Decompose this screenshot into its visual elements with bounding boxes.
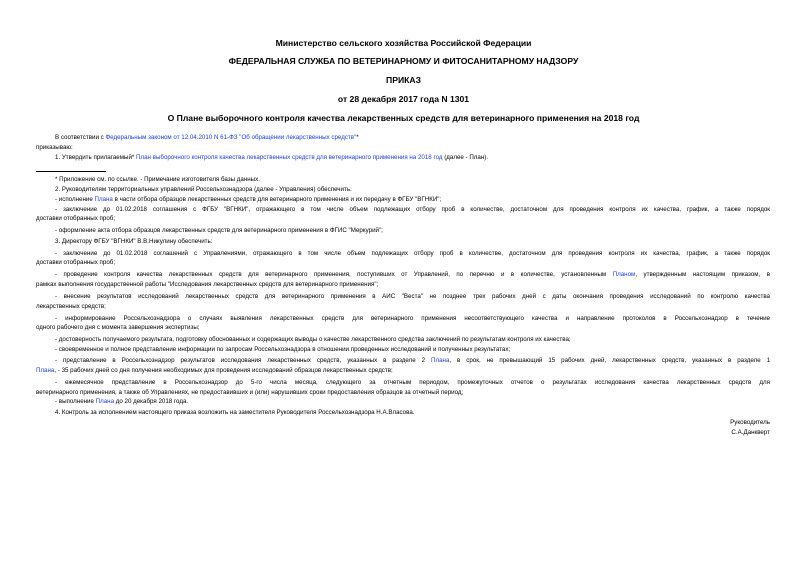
item-3-bullet-9 bbox=[55, 397, 770, 406]
item-2-bullet-3: - оформление акта отбора образцов лекарственных средств для ветеринарного применения в ФГИС "Меркурий"; bbox=[55, 227, 383, 234]
preamble-text: В соответствии с bbox=[55, 134, 106, 141]
item-3-bullet-2-line-1 bbox=[55, 270, 770, 279]
service-heading: ФЕДЕРАЛЬНАЯ СЛУЖБА ПО ВЕТЕРИНАРНОМУ И ФИТОСАНИТАРНОМУ НАДЗОРУ bbox=[228, 56, 579, 66]
plan-link[interactable]: План выборочного контроля качества лекарственных средств для ветеринарного применения на 2018 год bbox=[136, 154, 443, 161]
plan-link[interactable]: Плана bbox=[94, 196, 113, 203]
item-3-bullet-7-line-2 bbox=[36, 366, 770, 375]
plan-link[interactable]: Плана bbox=[36, 367, 55, 374]
federal-law-link[interactable]: Федеральным законом от 12.04.2010 N 61-ФЗ "Об обращении лекарственных средств" bbox=[105, 134, 357, 141]
item-3-bullet-3-line-1: - внесение результатов исследований лекарственных средств для ветеринарного применения в АИС "Веста" не позднее трех рабочих дней с даты окончания проведения исследований по контролю качества bbox=[55, 293, 770, 300]
item-3-bullet-8-line-2: ветеринарного применения, а также об Управлениях, не предоставивших и (или) нарушивших сроки предоставления образцов за отчетный период; bbox=[36, 389, 464, 396]
footnote: * Приложение см. по ссылке. - Примечание изготовителя базы данных. bbox=[55, 176, 260, 183]
bullet-text: , - 35 рабочих дней со дня получения необходимых для проведения исследований образцов лекарственных средств; bbox=[54, 367, 393, 374]
bullet-text: , в срок, не превышающий 15 рабочих дней, лекарственных средств, указанных в разделе 1 bbox=[449, 357, 771, 364]
preamble-line bbox=[55, 133, 770, 142]
doc-type-heading: ПРИКАЗ bbox=[386, 75, 421, 85]
item-3-bullet-1-line-2: доставки отобранных проб; bbox=[36, 259, 116, 266]
item-3-bullet-6: - своевременное и полное представление информации по запросам Россельхознадзора в отношении проведенных исследований и полученных результатах; bbox=[55, 346, 511, 353]
item-2-intro: 2. Руководителям территориальных управлений Россельхознадзора (далее - Управления) обеспечить: bbox=[55, 186, 352, 193]
item-1-text: 1. Утвердить прилагаемый* bbox=[55, 154, 137, 161]
document-title: О Плане выборочного контроля качества лекарственных средств для ветеринарного применения на 2018 год bbox=[167, 113, 640, 123]
item-2-bullet-2-line-1: - заключение до 01.02.2018 соглашения с ФГБУ "ВГНКИ", отражающего в том числе объем подлежащих отбору проб в количестве, достаточном для проведения контроля их качества, график, а также порядок bbox=[55, 206, 770, 213]
plan-link[interactable]: Плана bbox=[431, 357, 450, 364]
item-4: 4. Контроль за исполнением настоящего приказа возложить на заместителя Руководителя Россельхознадзора Н.А.Власова. bbox=[55, 409, 415, 416]
item-3-bullet-7-line-1 bbox=[55, 356, 770, 365]
bullet-text: , утвержденным настоящим приказом, в bbox=[635, 271, 770, 278]
bullet-text: - представление в Россельхознадзор результатов исследования лекарственных средств, указанных в разделе 2 bbox=[55, 357, 432, 364]
plan-link[interactable]: Плана bbox=[95, 398, 115, 405]
order-word: приказываю: bbox=[36, 144, 73, 151]
ministry-heading: Министерство сельского хозяйства Российской Федерации bbox=[275, 38, 532, 48]
item-3-bullet-4-line-2: одного рабочего дня с момента завершения экспертизы; bbox=[36, 324, 200, 331]
signature-role: Руководитель bbox=[730, 419, 770, 426]
bullet-text: - выполнение bbox=[55, 398, 96, 405]
item-1-text-end: (далее - План). bbox=[442, 154, 489, 161]
item-2-bullet-2-line-2: доставки отобранных проб; bbox=[36, 215, 116, 222]
bullet-text: в части отбора образцов лекарственных средств для ветеринарного применения и их передачу в ФГБУ "ВГНКИ"; bbox=[112, 196, 442, 203]
bullet-text: - проведение контроля качества лекарственных средств для ветеринарного применения, поступивших от Управлений, по перечню и в количестве, установленным bbox=[55, 271, 613, 278]
bullet-text: - исполнение bbox=[55, 196, 95, 203]
item-3-bullet-2-line-2: рамках выполнения государственной работы "Исследования лекарственных средств для ветеринарного применения"; bbox=[36, 281, 379, 288]
item-2-bullet-1 bbox=[55, 195, 770, 204]
date-number-heading: от 28 декабря 2017 года N 1301 bbox=[337, 94, 470, 104]
bullet-text: до 20 декабря 2018 года. bbox=[114, 398, 189, 405]
preamble-text-end: * bbox=[356, 134, 359, 141]
item-3-bullet-1-line-1: - заключение до 01.02.2018 соглашений с Управлениями, отражающего в том числе объем подлежащих отбору проб в количестве, достаточном для проведения контроля их качества, график, а также порядок bbox=[55, 250, 770, 257]
footnote-separator bbox=[36, 171, 106, 172]
signature-name: С.А.Данкверт bbox=[731, 429, 770, 436]
plan-link[interactable]: Планом bbox=[612, 271, 636, 278]
item-1 bbox=[55, 153, 770, 162]
item-3-bullet-3-line-2: лекарственных средств; bbox=[36, 303, 106, 310]
item-3-bullet-8-line-1: - ежемесячное представление в Россельхознадзор до 5-го числа месяца, следующего за отчетным периодом, промежуточных отчетов о результатах исследования качества лекарственных средств для bbox=[55, 379, 770, 386]
item-3-bullet-5: - достоверность получаемого результата, подготовку обоснованных и содержащих выводы о качестве лекарственного средства заключений по результатам контроля их качества; bbox=[55, 336, 571, 343]
item-3-intro: 3. Директору ФГБУ "ВГНКИ" В.В.Никулину обеспечить: bbox=[55, 238, 213, 245]
item-3-bullet-4-line-1: - информирование Россельхознадзора о случаях выявления лекарственных средств для ветеринарного применения несоответствующего качества и направление протоколов в Россельхознадзор в течение bbox=[55, 315, 770, 322]
